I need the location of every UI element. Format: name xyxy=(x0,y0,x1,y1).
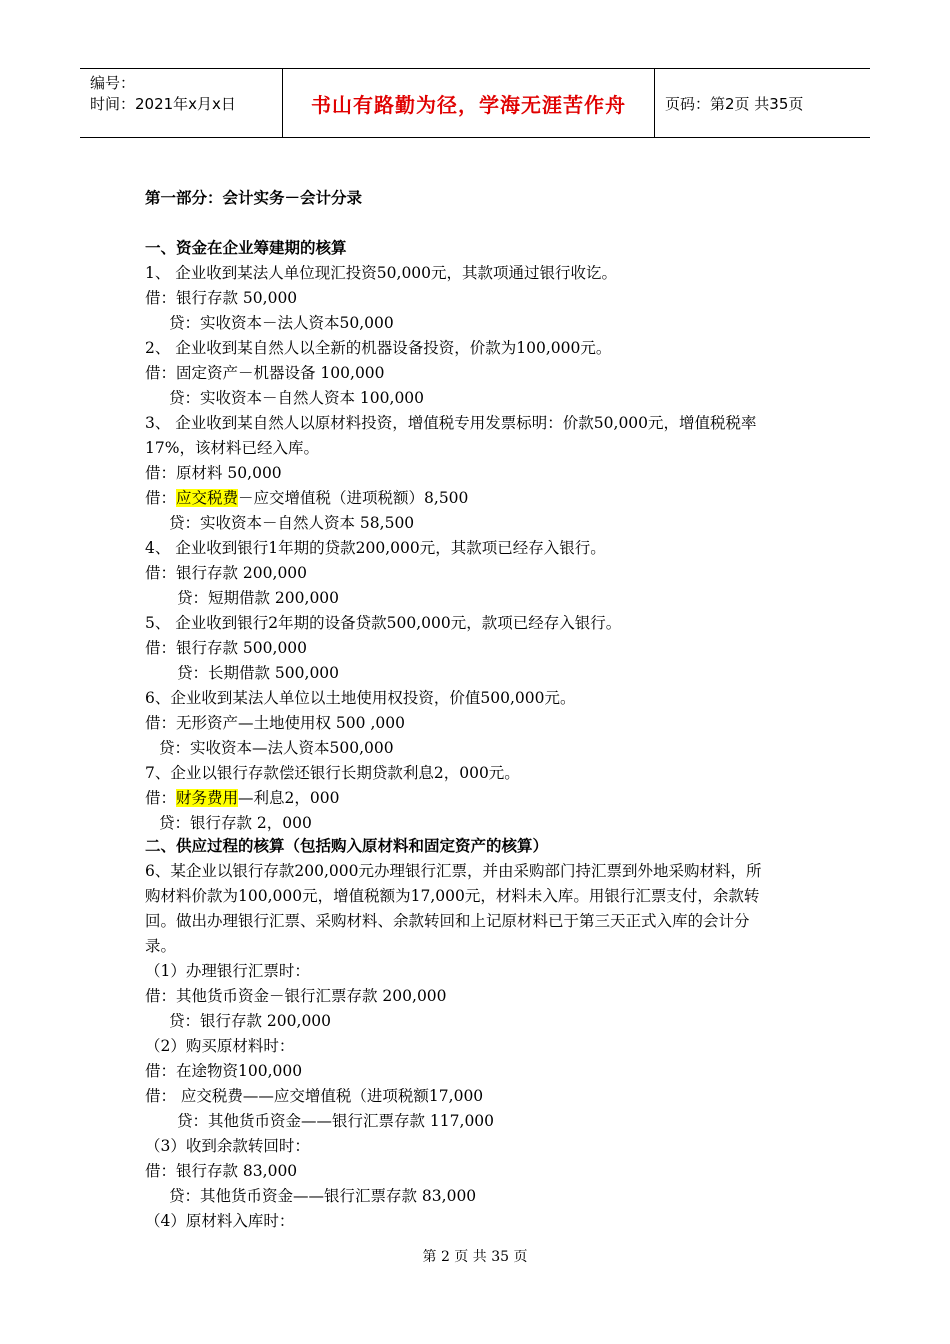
header-meta xyxy=(80,69,283,137)
text-line: 借：银行存款 200,000 xyxy=(145,564,308,582)
text-line: 6、某企业以银行存款200,000元办理银行汇票，并由采购部门持汇票到外地采购材料，所 xyxy=(145,862,762,880)
text-line: （2）购买原材料时： xyxy=(145,1037,295,1055)
text-line: 借： 应交税费——应交增值税（进项税额17,000 xyxy=(145,1087,484,1105)
text-line xyxy=(145,786,339,808)
text-line: 贷：实收资本—法人资本500,000 xyxy=(159,739,394,757)
text-line: 购材料价款为100,000元，增值税额为17,000元，材料未入库。用银行汇票支付，余款转 xyxy=(145,887,760,905)
text-segment: 借： xyxy=(145,789,177,807)
text-line: 2、 企业收到某自然人以全新的机器设备投资，价款为100,000元。 xyxy=(145,339,612,357)
text-line xyxy=(145,486,468,508)
text-line: （4）原材料入库时： xyxy=(145,1212,295,1230)
text-segment: 借： xyxy=(145,489,177,507)
document-number-label: 编号： xyxy=(90,74,136,92)
text-line: 贷：实收资本－自然人资本 58,500 xyxy=(169,514,415,532)
text-line: 借：无形资产—土地使用权 500 ,000 xyxy=(145,714,405,732)
text-line: 第一部分：会计实务－会计分录 xyxy=(145,188,363,207)
text-line: 贷：银行存款 2，000 xyxy=(159,814,312,832)
text-line: 6、企业收到某法人单位以土地使用权投资，价值500,000元。 xyxy=(145,689,576,707)
text-line: 贷：实收资本－法人资本50,000 xyxy=(169,314,394,332)
text-line: 借：其他货币资金－银行汇票存款 200,000 xyxy=(145,987,447,1005)
text-line: 贷：其他货币资金——银行汇票存款 83,000 xyxy=(169,1187,477,1205)
header-page-info: 页码：第2页 共35页 xyxy=(665,94,804,113)
page-footer: 第 2 页 共 35 页 xyxy=(422,1249,528,1265)
text-line: 贷：实收资本－自然人资本 100,000 xyxy=(169,389,425,407)
text-line: 一、资金在企业筹建期的核算 xyxy=(145,238,347,257)
text-segment: —利息2，000 xyxy=(238,789,340,807)
text-line: 录。 xyxy=(145,937,177,955)
text-line: 二、供应过程的核算（包括购入原材料和固定资产的核算） xyxy=(145,836,549,855)
text-line: 借：银行存款 50,000 xyxy=(145,289,298,307)
text-line: 贷：银行存款 200,000 xyxy=(169,1012,332,1030)
text-line: 贷：短期借款 200,000 xyxy=(177,589,340,607)
text-line: （3）收到余款转回时： xyxy=(145,1137,310,1155)
text-line: 借：在途物资100,000 xyxy=(145,1062,303,1080)
text-segment: －应交增值税（进项税额）8,500 xyxy=(238,489,469,507)
text-line: 借：银行存款 500,000 xyxy=(145,639,308,657)
document-time-label: 时间：2021年x月x日 xyxy=(90,95,236,113)
text-line: （1）办理银行汇票时： xyxy=(145,962,310,980)
highlighted-term: 财务费用 xyxy=(176,789,239,807)
text-line: 回。做出办理银行汇票、采购材料、余款转回和上记原材料已于第三天正式入库的会计分 xyxy=(145,912,750,930)
text-line: 贷：长期借款 500,000 xyxy=(177,664,340,682)
text-line: 5、 企业收到银行2年期的设备贷款500,000元，款项已经存入银行。 xyxy=(145,614,622,632)
page-header xyxy=(80,68,870,138)
text-line: 借：银行存款 83,000 xyxy=(145,1162,298,1180)
text-line: 4、 企业收到银行1年期的贷款200,000元，其款项已经存入银行。 xyxy=(145,539,606,557)
text-line: 1、 企业收到某法人单位现汇投资50,000元，其款项通过银行收讫。 xyxy=(145,264,618,282)
text-line: 借：原材料 50,000 xyxy=(145,464,282,482)
highlighted-term: 应交税费 xyxy=(176,489,239,507)
header-motto: 书山有路勤为径，学海无涯苦作舟 xyxy=(283,69,655,137)
text-line: 借：固定资产－机器设备 100,000 xyxy=(145,364,385,382)
text-line: 3、 企业收到某自然人以原材料投资，增值税专用发票标明：价款50,000元，增值税税率 xyxy=(145,414,757,432)
text-line: 17%，该材料已经入库。 xyxy=(145,439,319,457)
text-line: 贷：其他货币资金——银行汇票存款 117,000 xyxy=(177,1112,495,1130)
text-line: 7、企业以银行存款偿还银行长期贷款利息2，000元。 xyxy=(145,764,520,782)
